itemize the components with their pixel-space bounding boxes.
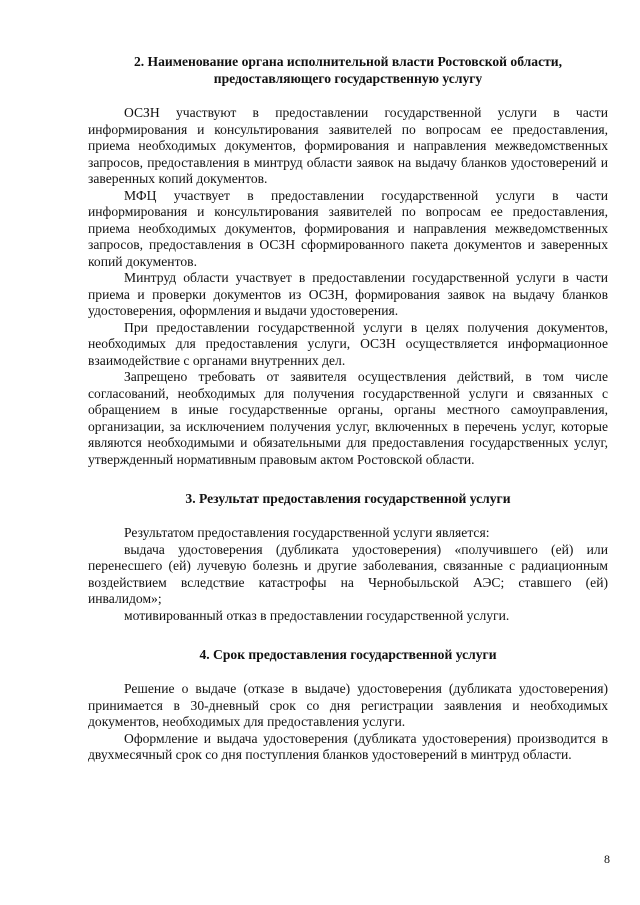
section-3-paragraph-1: Результатом предоставления государственной услуги является: xyxy=(124,525,490,540)
section-4-paragraph-1: Решение о выдаче (отказе в выдаче) удостоверения (дубликата удостоверения) принимается в 30-дневный срок со дня регистрации заявления и необходимых документов, необходимых для предоставления услуги. xyxy=(88,681,608,729)
section-3-paragraph-2: выдача удостоверения (дубликата удостоверения) «получившего (ей) или перенесшего (ей) лучевую болезнь и другие заболевания, связанные с радиационным воздействием вследствие катастрофы на Чернобыльской АЭС; ставшего (ей) инвалидом»; xyxy=(88,541,608,606)
section-2-paragraph-2: МФЦ участвует в предоставлении государственной услуги в части информирования и консультирования заявителей по вопросам ее предоставления, приема необходимых документов, формирования и направления межведомственных запросов, предоставления в ОСЗН сформированного пакета документов и заверенных копий документов. xyxy=(88,187,608,269)
section-4-heading: 4. Срок предоставления государственной услуги xyxy=(199,647,497,662)
section-4-paragraph-2: Оформление и выдача удостоверения (дубликата удостоверения) производится в двухмесячный срок со дня поступления бланков удостоверений в минтруд области. xyxy=(88,730,608,762)
section-2-heading-line-2: предоставляющего государственную услугу xyxy=(213,71,483,86)
section-2-paragraph-5: Запрещено требовать от заявителя осуществления действий, в том числе согласований, необходимых для получения государственной услуги и связанных с обращением в иные государственные органы, органы местного самоуправления, организации, за исключением получения услуг, включенных в перечень услуг, которые являются необходимыми и обязательными для предоставления государственных услуг, утвержденный нормативным правовым актом Ростовской области. xyxy=(88,369,608,467)
section-2-paragraph-1: ОСЗН участвуют в предоставлении государственной услуги в части информирования и консультирования заявителей по вопросам ее предоставления, приема необходимых документов, формирования и направления межведомственных запросов, предоставления в минтруд области заявок на выдачу бланков удостоверений и заверенных копий документов. xyxy=(88,105,608,186)
section-2-paragraph-3: Минтруд области участвует в предоставлении государственной услуги в части приема и проверки документов из ОСЗН, формирования заявок на выдачу бланков удостоверения, оформления и выдачи удостоверения. xyxy=(88,270,608,318)
page-number: 8 xyxy=(604,852,610,866)
section-2-paragraph-4: При предоставлении государственной услуги в целях получения документов, необходимых для предоставления услуги, ОСЗН осуществляется информационное взаимодействие с органами внутренних дел. xyxy=(88,319,608,368)
section-3-heading: 3. Результат предоставления государственной услуги xyxy=(185,491,511,506)
section-2-heading-line-1: 2. Наименование органа исполнительной власти Ростовской области, xyxy=(133,54,563,69)
section-2-heading xyxy=(88,53,608,87)
section-3-paragraph-3: мотивированный отказ в предоставлении государственной услуги. xyxy=(124,607,510,623)
